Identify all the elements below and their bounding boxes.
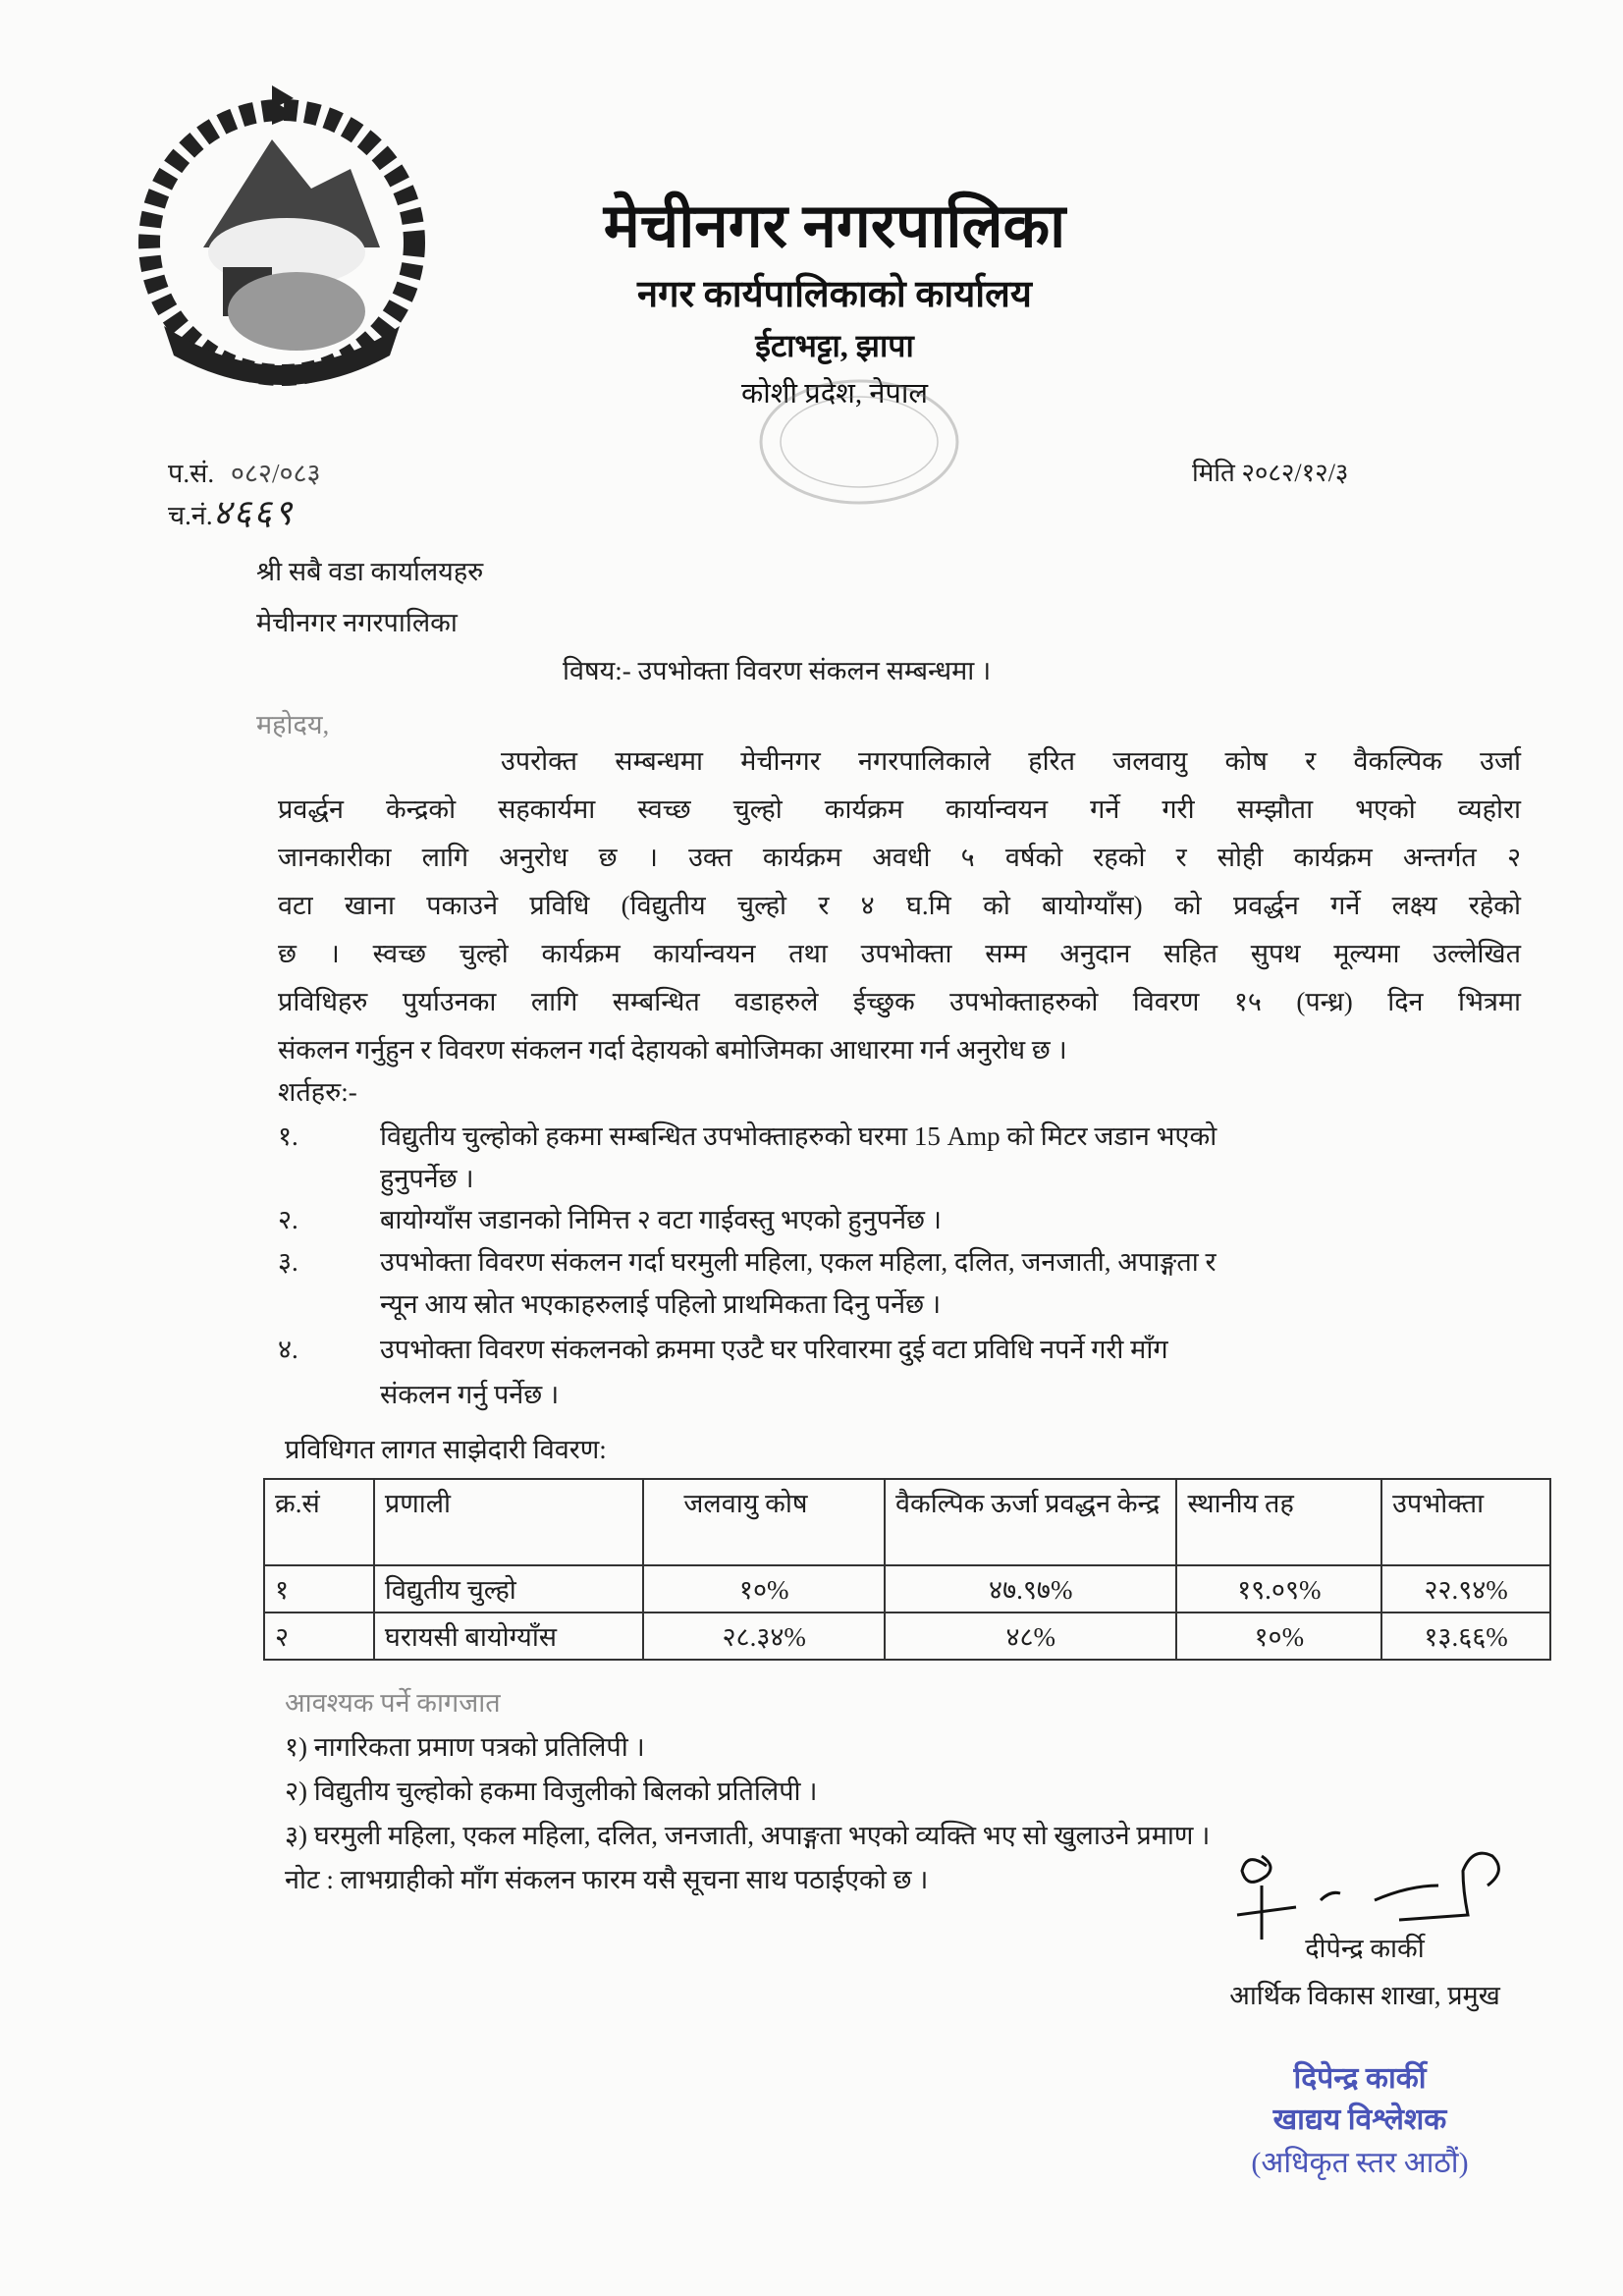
office-name: नगर कार्यपालिकाको कार्यालय — [637, 274, 1032, 315]
condition-number: ३. — [278, 1247, 298, 1277]
table-row — [264, 1613, 1550, 1660]
government-emblem-icon — [125, 81, 439, 395]
letter-number-label: प.सं. — [168, 459, 215, 488]
condition-text: विद्युतीय चुल्होको हकमा सम्बन्धित उपभोक्ताहरुको घरमा 15 Amp को मिटर जडान भएको — [380, 1121, 1217, 1151]
body-line: प्रविधिहरु पुर्याउनका लागि सम्बन्धित वडाहरुले ईच्छुक उपभोक्ताहरुको विवरण १५ (पन्ध्र) दिन भित्रमा — [278, 987, 1521, 1016]
body-line: उपरोक्त सम्बन्धमा मेचीनगर नगरपालिकाले हरित जलवायु कोष र वैकल्पिक उर्जा — [501, 746, 1521, 776]
letter-number-value: ०८२/०८३ — [230, 459, 321, 488]
cost-sharing-table — [263, 1478, 1551, 1661]
table-cell: २२.९४% — [1381, 1565, 1550, 1613]
condition-number: ४. — [278, 1335, 298, 1364]
table-cell: १ — [264, 1565, 374, 1613]
stamp-title: खाद्यय विश्लेशक — [1272, 2104, 1447, 2136]
dispatch-number-label: च.नं. — [168, 501, 213, 530]
recipient-line-2: मेचीनगर नगरपालिका — [256, 608, 458, 637]
condition-text: हुनुपर्नेछ । — [380, 1164, 474, 1193]
table-cell: १३.६६% — [1381, 1613, 1550, 1660]
condition-text: उपभोक्ता विवरण संकलन गर्दा घरमुली महिला, एकल महिला, दलित, जनजाती, अपाङ्गता र — [380, 1247, 1217, 1277]
dispatch-number — [168, 487, 295, 535]
table-cell: २ — [264, 1613, 374, 1660]
letter-date — [1192, 454, 1348, 489]
column-header: उपभोक्ता — [1381, 1479, 1550, 1565]
condition-number: १. — [278, 1121, 298, 1151]
signatory-name: दीपेन्द्र कार्की — [1305, 1934, 1425, 1963]
office-seal-icon — [746, 373, 972, 511]
subject-line: विषय:- उपभोक्ता विवरण संकलन सम्बन्धमा । — [563, 656, 992, 685]
salutation: महोदय, — [256, 710, 330, 739]
body-line: संकलन गर्नुहुन र विवरण संकलन गर्दा देहायको बमोजिमका आधारमा गर्न अनुरोध छ । — [278, 1035, 1067, 1065]
table-header-row — [264, 1479, 1550, 1565]
dispatch-number-handwritten: ४६६९ — [212, 493, 295, 533]
conditions-heading: शर्तहरु:- — [278, 1077, 357, 1107]
table-cell: १०% — [643, 1565, 885, 1613]
table-cell: २८.३४% — [643, 1613, 885, 1660]
column-header: स्थानीय तह — [1176, 1479, 1381, 1565]
table-cell: १०% — [1176, 1613, 1381, 1660]
column-header: वैकल्पिक ऊर्जा प्रवद्धन केन्द्र — [885, 1479, 1176, 1565]
document-item: २) विद्युतीय चुल्होको हकमा विजुलीको बिलको प्रतिलिपी । — [285, 1777, 818, 1806]
body-line: जानकारीका लागि अनुरोध छ । उक्त कार्यक्रम अवधी ५ वर्षको रहको र सोही कार्यक्रम अन्तर्गत २ — [278, 843, 1521, 872]
table-row — [264, 1565, 1550, 1613]
table-cell: विद्युतीय चुल्हो — [374, 1565, 644, 1613]
recipient-line-1: श्री सबै वडा कार्यालयहरु — [256, 557, 484, 586]
table-cell: १९.०९% — [1176, 1565, 1381, 1613]
condition-number: २. — [278, 1205, 298, 1234]
municipality-title: मेचीनगर नगरपालिका — [603, 193, 1066, 260]
condition-text: उपभोक्ता विवरण संकलनको क्रममा एउटै घर परिवारमा दुई वटा प्रविधि नपर्ने गरी माँग — [380, 1335, 1168, 1364]
date-label: मिति — [1192, 459, 1235, 487]
table-cell: ४७.९७% — [885, 1565, 1176, 1613]
letter-number — [168, 454, 321, 490]
table-cell: ४८% — [885, 1613, 1176, 1660]
office-location: ईटाभट्टा, झापा — [755, 328, 914, 363]
condition-text: संकलन गर्नु पर्नेछ । — [380, 1380, 560, 1409]
signatory-position: आर्थिक विकास शाखा, प्रमुख — [1229, 1981, 1500, 2010]
date-value: २०८२/१२/३ — [1241, 459, 1349, 487]
documents-heading: आवश्यक पर्ने कागजात — [285, 1688, 501, 1718]
body-line: प्रवर्द्धन केन्द्रको सहकार्यमा स्वच्छ चुल्हो कार्यक्रम कार्यान्वयन गर्ने गरी सम्झौता भएको व्यहोरा — [278, 794, 1521, 824]
document-item: ३) घरमुली महिला, एकल महिला, दलित, जनजाती, अपाङ्गता भएको व्यक्ति भए सो खुलाउने प्रमाण । — [285, 1821, 1211, 1850]
stamp-level: (अधिकृत स्तर आठौं) — [1251, 2147, 1469, 2179]
office-province: कोशी प्रदेश, नेपाल — [740, 378, 929, 410]
condition-text: न्यून आय स्रोत भएकाहरुलाई पहिलो प्राथमिकता दिनु पर्नेछ । — [380, 1289, 942, 1319]
table-cell: घरायसी बायोग्याँस — [374, 1613, 644, 1660]
cost-table-heading: प्रविधिगत लागत साझेदारी विवरण: — [285, 1435, 607, 1464]
column-header: क्र.सं — [264, 1479, 374, 1565]
body-line: वटा खाना पकाउने प्रविधि (विद्युतीय चुल्हो र ४ घ.मि को बायोग्याँस) को प्रवर्द्धन गर्ने लक्ष्य रहेको — [278, 891, 1521, 920]
condition-text: बायोग्याँस जडानको निमित्त २ वटा गाईवस्तु भएको हुनुपर्नेछ । — [380, 1205, 942, 1234]
note-line: नोट : लाभग्राहीको माँग संकलन फारम यसै सूचना साथ पठाईएको छ । — [285, 1865, 929, 1894]
body-line: छ । स्वच्छ चुल्हो कार्यक्रम कार्यान्वयन तथा उपभोक्ता सम्म अनुदान सहित सुपथ मूल्यमा उल्लेखित — [278, 939, 1521, 968]
document-item: १) नागरिकता प्रमाण पत्रको प्रतिलिपी । — [285, 1732, 645, 1762]
column-header: जलवायु कोष — [643, 1479, 885, 1565]
column-header: प्रणाली — [374, 1479, 644, 1565]
stamp-name: दिपेन्द्र कार्की — [1293, 2062, 1427, 2095]
